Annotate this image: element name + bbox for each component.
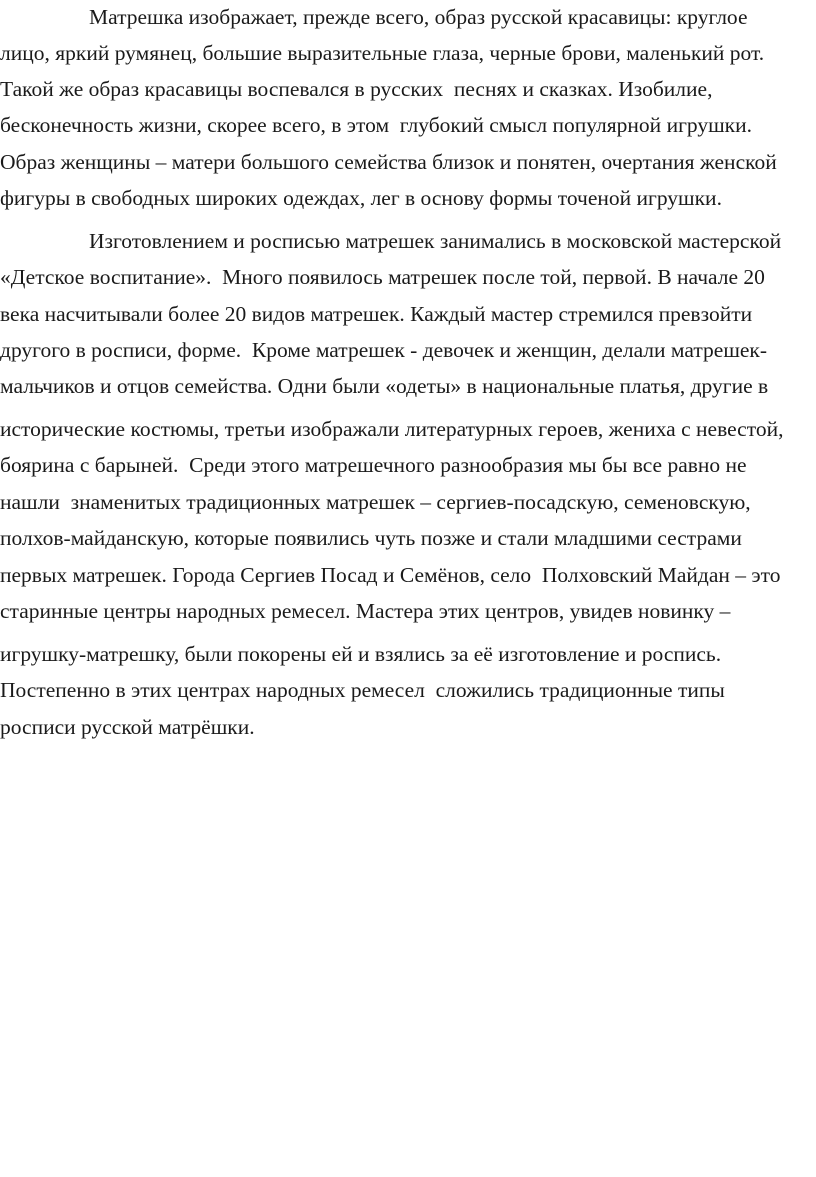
text-line: фигуры в свободных широких одеждах, лег в основу формы точеной игрушки. [0,186,722,210]
text-line: первых матрешек. Города Сергиев Посад и Семёнов, село Полховский Майдан – это [0,563,781,587]
text-line: мальчиков и отцов семейства. Одни были «одеты» в национальные платья, другие в [0,374,769,398]
text-line: другого в росписи, форме. Кроме матрешек - девочек и женщин, делали матрешек- [0,338,768,362]
text-line: старинные центры народных ремесел. Мастера этих центров, увидев новинку – [0,599,731,623]
text-line: Матрешка изображает, прежде всего, образ русской красавицы: круглое [89,5,748,29]
text-line: бесконечность жизни, скорее всего, в этом глубокий смысл популярной игрушки. [0,113,752,137]
text-line: Такой же образ красавицы воспевался в русских песнях и сказках. Изобилие, [0,77,713,101]
text-line: боярина с барыней. Среди этого матрешечного разнообразия мы бы все равно не [0,453,747,477]
text-line: игрушку-матрешку, были покорены ей и взялись за её изготовление и роспись. [0,642,722,666]
text-line: «Детское воспитание». Много появилось матрешек после той, первой. В начале 20 [0,265,765,289]
text-line: Изготовлением и росписью матрешек занимались в московской мастерской [89,229,782,253]
text-line: нашли знаменитых традиционных матрешек – сергиев-посадскую, семеновскую, [0,490,751,514]
text-line: росписи русской матрёшки. [0,715,255,739]
text-line: Образ женщины – матери большого семейства близок и понятен, очертания женской [0,150,777,174]
text-line: Постепенно в этих центрах народных ремесел сложились традиционные типы [0,678,725,702]
text-line: полхов-майданскую, которые появились чуть позже и стали младшими сестрами [0,526,742,550]
text-line: века насчитывали более 20 видов матрешек. Каждый мастер стремился превзойти [0,302,753,326]
text-line: лицо, яркий румянец, большие выразительные глаза, черные брови, маленький рот. [0,41,765,65]
text-line: исторические костюмы, третьи изображали литературных героев, жениха с невестой, [0,417,784,441]
